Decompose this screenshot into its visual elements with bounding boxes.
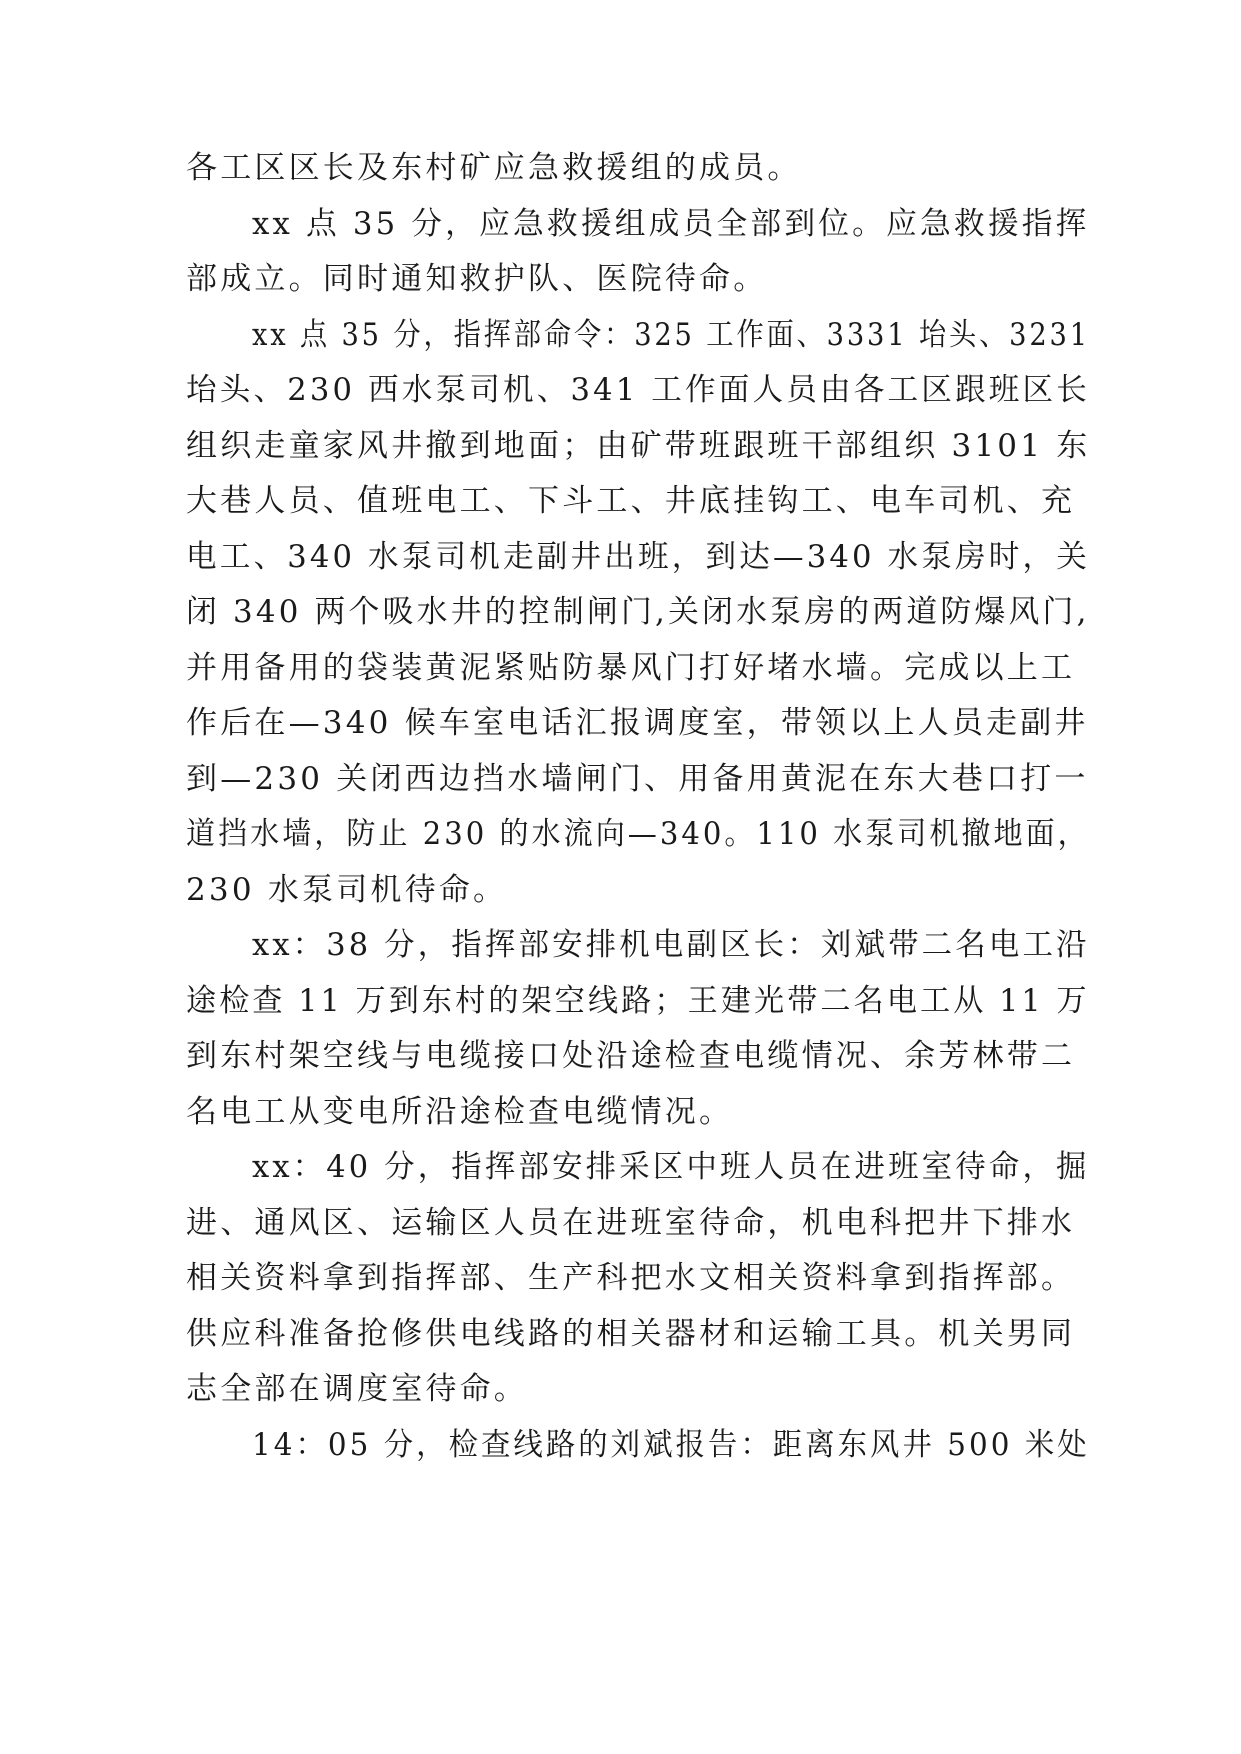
text-line: 相关资料拿到指挥部、生产科把水文相关资料拿到指挥部。 — [186, 1260, 1076, 1296]
text-line: 作后在—340 候车室电话汇报调度室，带领以上人员走副井 — [186, 705, 1089, 741]
text-line: 到东村架空线与电缆接口处沿途检查电缆情况、余芳林带二 — [186, 1038, 1076, 1074]
text-line: 并用备用的袋装黄泥紧贴防暴风门打好堵水墙。完成以上工 — [186, 650, 1076, 686]
text-line: 途检查 11 万到东村的架空线路；王建光带二名电工从 11 万 — [186, 983, 1090, 1019]
text-line: 部成立。同时通知救护队、医院待命。 — [186, 261, 768, 297]
text-line: 到—230 关闭西边挡水墙闸门、用备用黄泥在东大巷口打一 — [186, 761, 1089, 797]
text-line: 坮头、230 西水泵司机、341 工作面人员由各工区跟班区长 — [186, 372, 1091, 408]
text-line: 电工、340 水泵司机走副井出班，到达—340 水泵房时，关 — [186, 539, 1091, 575]
text-line: 230 水泵司机待命。 — [186, 872, 508, 908]
text-line: 闭 340 两个吸水井的控制闸门,关闭水泵房的两道防爆风门, — [186, 594, 1090, 630]
paragraph-start-line: xx：40 分，指挥部安排采区中班人员在进班室待命，掘 — [252, 1149, 1090, 1185]
text-line: 进、通风区、运输区人员在进班室待命，机电科把井下排水 — [186, 1205, 1076, 1241]
paragraph-start-line: xx 点 35 分，应急救援组成员全部到位。应急救援指挥 — [252, 206, 1090, 242]
text-line: 组织走童家风井撤到地面；由矿带班跟班干部组织 3101 东 — [186, 428, 1091, 464]
paragraph-start-line: xx：38 分，指挥部安排机电副区长：刘斌带二名电工沿 — [252, 927, 1090, 963]
text-line: 大巷人员、值班电工、下斗工、井底挂钩工、电车司机、充 — [186, 483, 1076, 519]
paragraph-start-line: 14：05 分，检查线路的刘斌报告：距离东风井 500 米处 — [252, 1427, 1090, 1463]
text-line: 各工区区长及东村矿应急救援组的成员。 — [186, 150, 802, 186]
text-line: 供应科准备抢修供电线路的相关器材和运输工具。机关男同 — [186, 1316, 1076, 1352]
text-line: 志全部在调度室待命。 — [186, 1371, 528, 1407]
text-line: 道挡水墙，防止 230 的水流向—340。110 水泵司机撤地面， — [186, 816, 1090, 852]
paragraph-start-line: xx 点 35 分，指挥部命令：325 工作面、3331 坮头、3231 — [252, 317, 1090, 353]
text-line: 名电工从变电所沿途检查电缆情况。 — [186, 1094, 734, 1130]
